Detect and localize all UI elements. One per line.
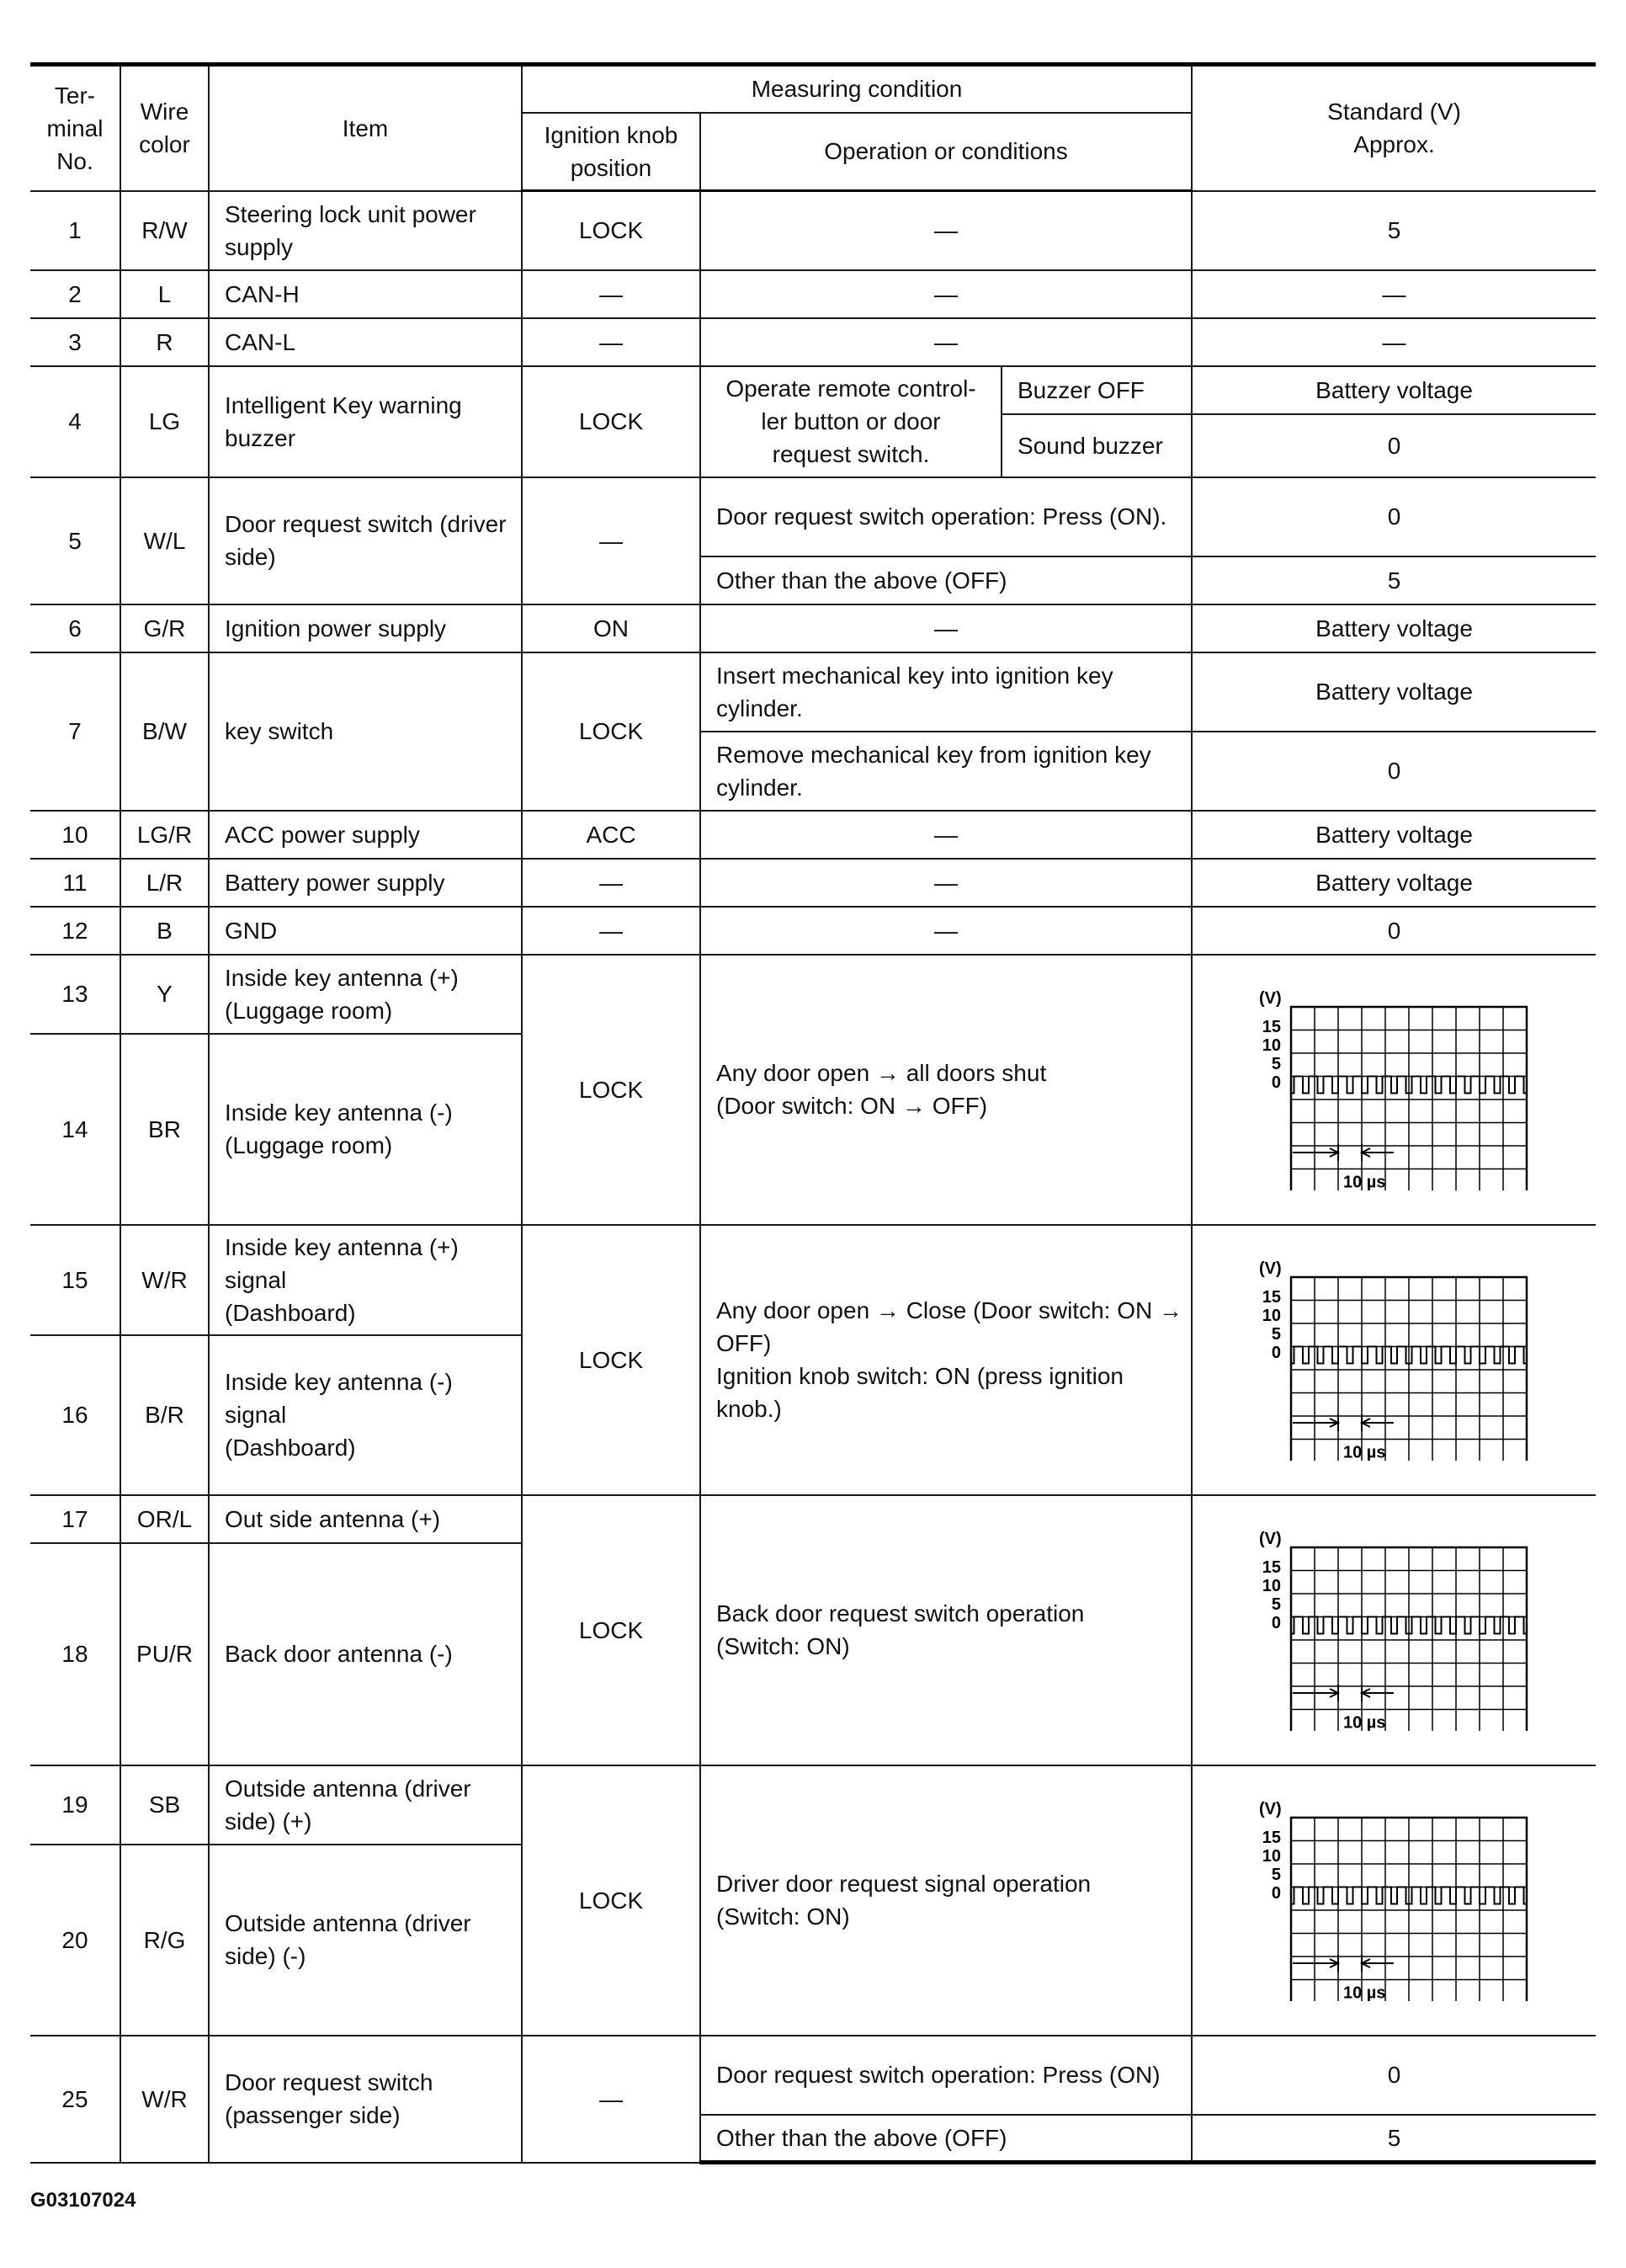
- terminal-number: 12: [30, 907, 120, 955]
- ignition-position: —: [522, 318, 700, 366]
- table-row: [30, 2036, 1596, 2115]
- terminal-number: 13: [30, 955, 120, 1034]
- operation-condition: Back door request switch operation (Switch: ON): [700, 1495, 1192, 1765]
- waveform-y-tick: 15: [1262, 1558, 1281, 1577]
- waveform-y-tick: 10: [1262, 1036, 1281, 1055]
- item-name: Intelligent Key warning buzzer: [209, 366, 522, 477]
- waveform-chart: [1256, 988, 1533, 1190]
- standard-value: —: [1192, 318, 1596, 366]
- sub-condition: Sound buzzer: [1002, 414, 1192, 477]
- ignition-position: ON: [522, 604, 700, 652]
- standard-value: 0: [1192, 907, 1596, 955]
- operation-condition: —: [700, 318, 1192, 366]
- table-row: [30, 955, 1596, 1034]
- operation-condition: —: [700, 907, 1192, 955]
- table-row: [30, 318, 1596, 366]
- header-standard: Standard (V) Approx.: [1192, 65, 1596, 191]
- wire-color: B: [120, 907, 209, 955]
- operation-condition: Operate remote control- ler button or door request switch.: [700, 366, 1002, 477]
- waveform-y-tick: 15: [1262, 1829, 1281, 1847]
- terminal-number: 11: [30, 859, 120, 907]
- waveform-y-tick: 0: [1271, 1884, 1281, 1903]
- terminal-number: 18: [30, 1543, 120, 1765]
- table-row: [30, 652, 1596, 732]
- wire-color: R: [120, 318, 209, 366]
- item-name: CAN-H: [209, 270, 522, 318]
- header-item: Item: [209, 65, 522, 191]
- item-name: Inside key antenna (-) (Luggage room): [209, 1034, 522, 1225]
- wire-color: R/G: [120, 1845, 209, 2036]
- terminal-number: 10: [30, 811, 120, 859]
- operation-condition: —: [700, 604, 1192, 652]
- standard-value: 0: [1192, 732, 1596, 811]
- sub-condition: Buzzer OFF: [1002, 366, 1192, 414]
- operation-condition: Other than the above (OFF): [700, 2115, 1192, 2163]
- wire-color: L: [120, 270, 209, 318]
- ignition-position: LOCK: [522, 366, 700, 477]
- terminal-number: 5: [30, 477, 120, 604]
- terminal-number: 6: [30, 604, 120, 652]
- waveform-y-tick: 0: [1271, 1614, 1281, 1632]
- waveform-cell: [1192, 1495, 1596, 1765]
- terminal-number: 2: [30, 270, 120, 318]
- waveform-y-tick: 5: [1271, 1866, 1281, 1884]
- ignition-position: —: [522, 477, 700, 604]
- ignition-position: LOCK: [522, 955, 700, 1225]
- operation-condition: —: [700, 270, 1192, 318]
- item-name: Door request switch (passenger side): [209, 2036, 522, 2163]
- header-terminal-no: Ter- minal No.: [30, 65, 120, 191]
- operation-condition: Any door open → all doors shut (Door switch: ON → OFF): [700, 955, 1192, 1225]
- waveform-y-tick: 10: [1262, 1307, 1281, 1325]
- terminal-number: 7: [30, 652, 120, 811]
- standard-value: —: [1192, 270, 1596, 318]
- wire-color: R/W: [120, 191, 209, 270]
- standard-value: Battery voltage: [1192, 811, 1596, 859]
- item-name: Inside key antenna (-) signal (Dashboard): [209, 1335, 522, 1495]
- wire-color: BR: [120, 1034, 209, 1225]
- operation-condition: —: [700, 191, 1192, 270]
- table-row: [30, 1765, 1596, 1845]
- item-name: GND: [209, 907, 522, 955]
- ignition-position: LOCK: [522, 1225, 700, 1495]
- header-wire-color: Wire color: [120, 65, 209, 191]
- item-name: Inside key antenna (+) (Luggage room): [209, 955, 522, 1034]
- ignition-position: —: [522, 2036, 700, 2163]
- item-name: ACC power supply: [209, 811, 522, 859]
- waveform-chart: [1256, 1799, 1533, 2001]
- item-name: Back door antenna (-): [209, 1543, 522, 1765]
- standard-value: Battery voltage: [1192, 604, 1596, 652]
- operation-condition: Any door open → Close (Door switch: ON → OFF) Ignition knob switch: ON (press ignition knob.): [700, 1225, 1192, 1495]
- waveform-y-tick: 0: [1271, 1344, 1281, 1362]
- ignition-position: LOCK: [522, 1765, 700, 2036]
- wire-color: B/R: [120, 1335, 209, 1495]
- wire-color: W/R: [120, 2036, 209, 2163]
- wire-color: W/L: [120, 477, 209, 604]
- table-row: [30, 811, 1596, 859]
- item-name: Outside antenna (driver side) (+): [209, 1765, 522, 1845]
- wire-color: Y: [120, 955, 209, 1034]
- standard-value: 0: [1192, 477, 1596, 556]
- item-name: Inside key antenna (+) signal (Dashboard): [209, 1225, 522, 1335]
- terminal-number: 15: [30, 1225, 120, 1335]
- time-division-label: 10 µs: [1342, 1173, 1385, 1190]
- standard-value: 0: [1192, 2036, 1596, 2115]
- table-row: [30, 1495, 1596, 1543]
- ignition-position: LOCK: [522, 652, 700, 811]
- time-division-label: 10 µs: [1342, 1443, 1385, 1461]
- standard-value: 5: [1192, 556, 1596, 604]
- operation-condition: Door request switch operation: Press (ON).: [700, 477, 1192, 556]
- waveform-unit-label: (V): [1258, 989, 1282, 1008]
- terminal-number: 20: [30, 1845, 120, 2036]
- wire-color: OR/L: [120, 1495, 209, 1543]
- ignition-position: LOCK: [522, 191, 700, 270]
- header-ignition-knob-position: Ignition knob position: [522, 113, 700, 191]
- wire-color: PU/R: [120, 1543, 209, 1765]
- terminal-number: 19: [30, 1765, 120, 1845]
- table-row: [30, 1225, 1596, 1335]
- operation-condition: Driver door request signal operation (Switch: ON): [700, 1765, 1192, 2036]
- waveform-unit-label: (V): [1258, 1800, 1282, 1818]
- item-name: key switch: [209, 652, 522, 811]
- waveform-unit-label: (V): [1258, 1530, 1282, 1548]
- time-division-label: 10 µs: [1342, 1983, 1385, 2001]
- waveform-y-tick: 15: [1262, 1018, 1281, 1036]
- waveform-y-tick: 5: [1271, 1055, 1281, 1073]
- document-code: G03107024: [30, 2189, 136, 2212]
- waveform-cell: [1192, 955, 1596, 1225]
- terminal-number: 1: [30, 191, 120, 270]
- header-measuring-condition: Measuring condition: [522, 65, 1192, 113]
- item-name: Door request switch (driver side): [209, 477, 522, 604]
- standard-value: 5: [1192, 2115, 1596, 2163]
- wire-color: LG/R: [120, 811, 209, 859]
- waveform-cell: [1192, 1225, 1596, 1495]
- table-row: [30, 907, 1596, 955]
- wire-color: B/W: [120, 652, 209, 811]
- table-row: [30, 191, 1596, 270]
- item-name: Out side antenna (+): [209, 1495, 522, 1543]
- terminal-number: 3: [30, 318, 120, 366]
- ignition-position: —: [522, 907, 700, 955]
- terminal-number: 14: [30, 1034, 120, 1225]
- operation-condition: Door request switch operation: Press (ON): [700, 2036, 1192, 2115]
- ignition-position: ACC: [522, 811, 700, 859]
- waveform-y-tick: 0: [1271, 1073, 1281, 1092]
- wire-color: W/R: [120, 1225, 209, 1335]
- table-row: [30, 859, 1596, 907]
- waveform-y-tick: 15: [1262, 1288, 1281, 1307]
- header-operation-or-conditions: Operation or conditions: [700, 113, 1192, 191]
- operation-condition: —: [700, 811, 1192, 859]
- operation-condition: Insert mechanical key into ignition key cylinder.: [700, 652, 1192, 732]
- terminal-number: 25: [30, 2036, 120, 2163]
- table-row: [30, 604, 1596, 652]
- item-name: CAN-L: [209, 318, 522, 366]
- waveform-y-tick: 5: [1271, 1595, 1281, 1614]
- table-row: [30, 366, 1596, 414]
- standard-value: 0: [1192, 414, 1596, 477]
- table-row: [30, 477, 1596, 556]
- waveform-y-tick: 10: [1262, 1847, 1281, 1866]
- waveform-chart: [1256, 1259, 1533, 1461]
- item-name: Steering lock unit power supply: [209, 191, 522, 270]
- ignition-position: —: [522, 859, 700, 907]
- waveform-y-tick: 5: [1271, 1325, 1281, 1344]
- wire-color: L/R: [120, 859, 209, 907]
- operation-condition: —: [700, 859, 1192, 907]
- item-name: Ignition power supply: [209, 604, 522, 652]
- waveform-cell: [1192, 1765, 1596, 2036]
- ignition-position: —: [522, 270, 700, 318]
- terminal-number: 17: [30, 1495, 120, 1543]
- terminal-table-sheet: [30, 62, 1596, 2164]
- wire-color: LG: [120, 366, 209, 477]
- item-name: Battery power supply: [209, 859, 522, 907]
- standard-value: Battery voltage: [1192, 366, 1596, 414]
- ignition-position: LOCK: [522, 1495, 700, 1765]
- terminal-number: 16: [30, 1335, 120, 1495]
- table-row: [30, 270, 1596, 318]
- item-name: Outside antenna (driver side) (-): [209, 1845, 522, 2036]
- time-division-label: 10 µs: [1342, 1713, 1385, 1731]
- waveform-unit-label: (V): [1258, 1259, 1282, 1278]
- standard-value: Battery voltage: [1192, 652, 1596, 732]
- standard-value: Battery voltage: [1192, 859, 1596, 907]
- waveform-chart: [1256, 1529, 1533, 1731]
- terminal-number: 4: [30, 366, 120, 477]
- waveform-y-tick: 10: [1262, 1577, 1281, 1595]
- operation-condition: Remove mechanical key from ignition key cylinder.: [700, 732, 1192, 811]
- operation-condition: Other than the above (OFF): [700, 556, 1192, 604]
- standard-value: 5: [1192, 191, 1596, 270]
- wire-color: G/R: [120, 604, 209, 652]
- wire-color: SB: [120, 1765, 209, 1845]
- terminal-inspection-table: [30, 62, 1596, 2164]
